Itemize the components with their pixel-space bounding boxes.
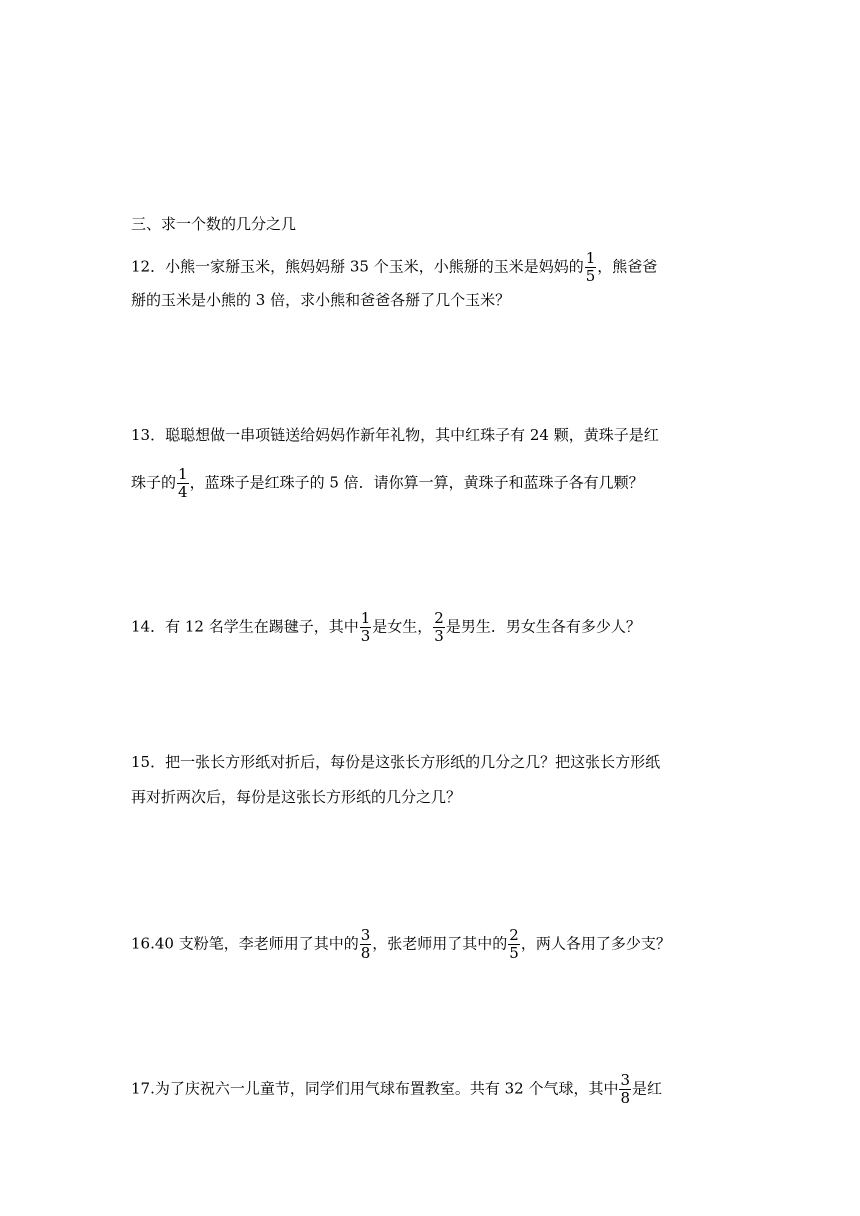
fraction-numerator: 1: [178, 465, 188, 483]
problem-16-text-a: 16.40 支粉笔，李老师用了其中的: [131, 934, 359, 953]
fraction-denominator: 5: [509, 944, 519, 962]
fraction-1-5: [585, 250, 597, 285]
problem-13-line-2: [131, 466, 644, 501]
fraction-denominator: 3: [360, 627, 371, 645]
problem-12-text-a: 12．小熊一家掰玉米，熊妈妈掰 35 个玉米，小熊掰的玉米是妈妈的: [131, 257, 584, 276]
problem-13-line-1: 13．聪聪想做一串项链送给妈妈作新年礼物，其中红珠子有 24 颗，黄珠子是红: [131, 426, 659, 444]
problem-14-text-c: 是男生．男女生各有多少人？: [445, 617, 641, 636]
problem-16-text-c: ，两人各用了多少支？: [520, 934, 671, 953]
problem-17-text-b: 是红: [632, 1079, 663, 1098]
section-title: 三、求一个数的几分之几: [131, 215, 297, 233]
problem-17-line-1: [131, 1072, 662, 1107]
problem-12-line-2: 掰的玉米是小熊的 3 倍，求小熊和爸爸各掰了几个玉米？: [131, 291, 511, 309]
problem-14-text-a: 14．有 12 名学生在踢毽子，其中: [131, 617, 359, 636]
problem-14-text-b: 是女生，: [372, 617, 433, 636]
problem-12-text-b: ，熊爸爸: [597, 257, 658, 276]
fraction-numerator: 2: [509, 926, 519, 944]
problem-16-line-1: [131, 927, 671, 962]
problem-13-text-b: ，蓝珠子是红珠子的 5 倍．请你算一算，黄珠子和蓝珠子各有几颗？: [189, 473, 644, 492]
fraction-denominator: 8: [620, 1089, 631, 1107]
fraction-numerator: 3: [360, 926, 371, 944]
fraction-denominator: 5: [585, 267, 596, 285]
fraction-numerator: 1: [360, 609, 371, 627]
fraction-numerator: 1: [585, 249, 596, 267]
problem-15-line-2: 再对折两次后，每份是这张长方形纸的几分之几？: [131, 788, 462, 806]
fraction-denominator: 3: [434, 627, 444, 645]
fraction-2-5: [508, 927, 520, 962]
problem-16-text-b: ，张老师用了其中的: [372, 934, 508, 953]
fraction-denominator: 8: [360, 944, 371, 962]
fraction-denominator: 4: [178, 483, 188, 501]
problem-14-line-1: [131, 610, 641, 645]
problem-15-line-1: 15．把一张长方形纸对折后，每份是这张长方形纸的几分之几？把这张长方形纸: [131, 753, 661, 771]
fraction-2-3: [433, 610, 445, 645]
fraction-numerator: 3: [620, 1071, 631, 1089]
fraction-1-3: [360, 610, 372, 645]
fraction-numerator: 2: [434, 609, 444, 627]
fraction-3-8: [360, 927, 372, 962]
problem-17-text-a: 17.为了庆祝六一儿童节，同学们用气球布置教室。共有 32 个气球，其中: [131, 1079, 619, 1098]
fraction-3-8: [619, 1072, 631, 1107]
problem-12-line-1: [131, 250, 657, 285]
fraction-1-4: [177, 466, 189, 501]
problem-13-text-a: 珠子的: [131, 473, 177, 492]
